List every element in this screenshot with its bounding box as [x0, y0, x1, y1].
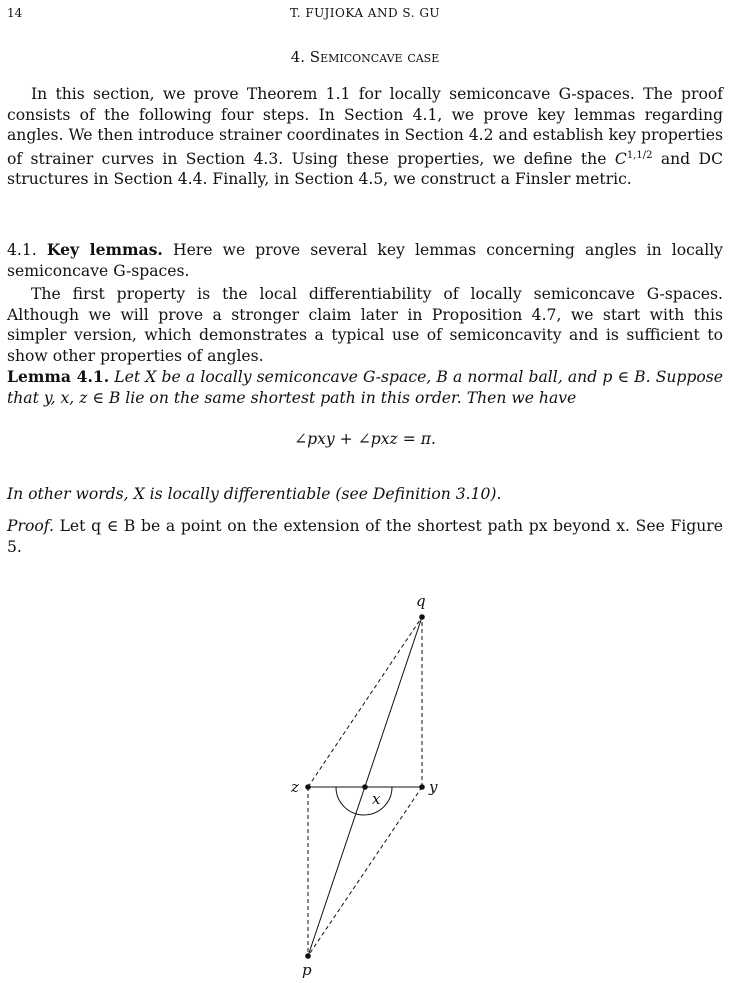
- subsection-title: Key lemmas.: [46, 240, 163, 259]
- running-authors: T. FUJIOKA AND S. GU: [289, 6, 441, 20]
- angle-arc: [336, 787, 392, 815]
- intro-math: C: [614, 149, 627, 168]
- section-title: 4. Semiconcave case: [290, 48, 440, 66]
- proof-label: Proof.: [7, 517, 54, 535]
- subsection-number: 4.1.: [7, 241, 37, 259]
- intro-text: In this section, we prove Theorem 1.1 for locally semiconcave G-spaces. The proof consists of the following four steps. In Section 4.1, we prove key lemmas regarding angles. We then introduce strainer coordinates in Section 4.2 and establish key properties of strainer curves in Section 4.3. Using these properties, we define the: [7, 85, 723, 168]
- proof-text: Let q ∈ B be a point on the extension of the shortest path px beyond x. See Figure 5.: [7, 517, 723, 556]
- point-z: [305, 784, 311, 790]
- subsection-text: Here we prove several key lemmas concerning angles in locally semiconcave G-spaces.: [7, 241, 723, 280]
- point-q: [419, 614, 425, 620]
- page-number: 14: [7, 6, 23, 20]
- lemma-text: Let X be a locally semiconcave G-space, B a normal ball, and p ∈ B. Suppose that y, x, z ∈ B lie on the same shortest path in this order. Then we have: [7, 368, 724, 407]
- point-p: [305, 953, 311, 959]
- label-q: q: [416, 592, 426, 610]
- point-x: [362, 784, 368, 790]
- lemma-label: Lemma 4.1.: [7, 367, 110, 386]
- label-y: y: [429, 778, 438, 796]
- label-p: p: [302, 961, 312, 979]
- intro-text-after: and DC structures in Section 4.4. Finally, in Section 4.5, we construct a Finsler metric.: [7, 149, 723, 189]
- dashed-zq: [308, 617, 422, 787]
- lemma-conclusion: In other words, X is locally differentiable (see Definition 3.10).: [7, 485, 502, 503]
- label-z: z: [291, 778, 299, 796]
- lemma-equation: ∠pxy + ∠pxz = π.: [294, 430, 436, 448]
- differentiability-paragraph: The first property is the local differentiability of locally semiconcave G-spaces. Although we will prove a stronger claim later in Proposition 4.7, we start with this simpler version, which demonstrates a typical use of semiconcavity and is sufficient to show other properties of angles.: [7, 285, 723, 365]
- intro-superscript: 1,1/2: [626, 149, 653, 161]
- dashed-yp: [308, 787, 422, 956]
- label-x: x: [372, 790, 381, 808]
- point-y: [419, 784, 425, 790]
